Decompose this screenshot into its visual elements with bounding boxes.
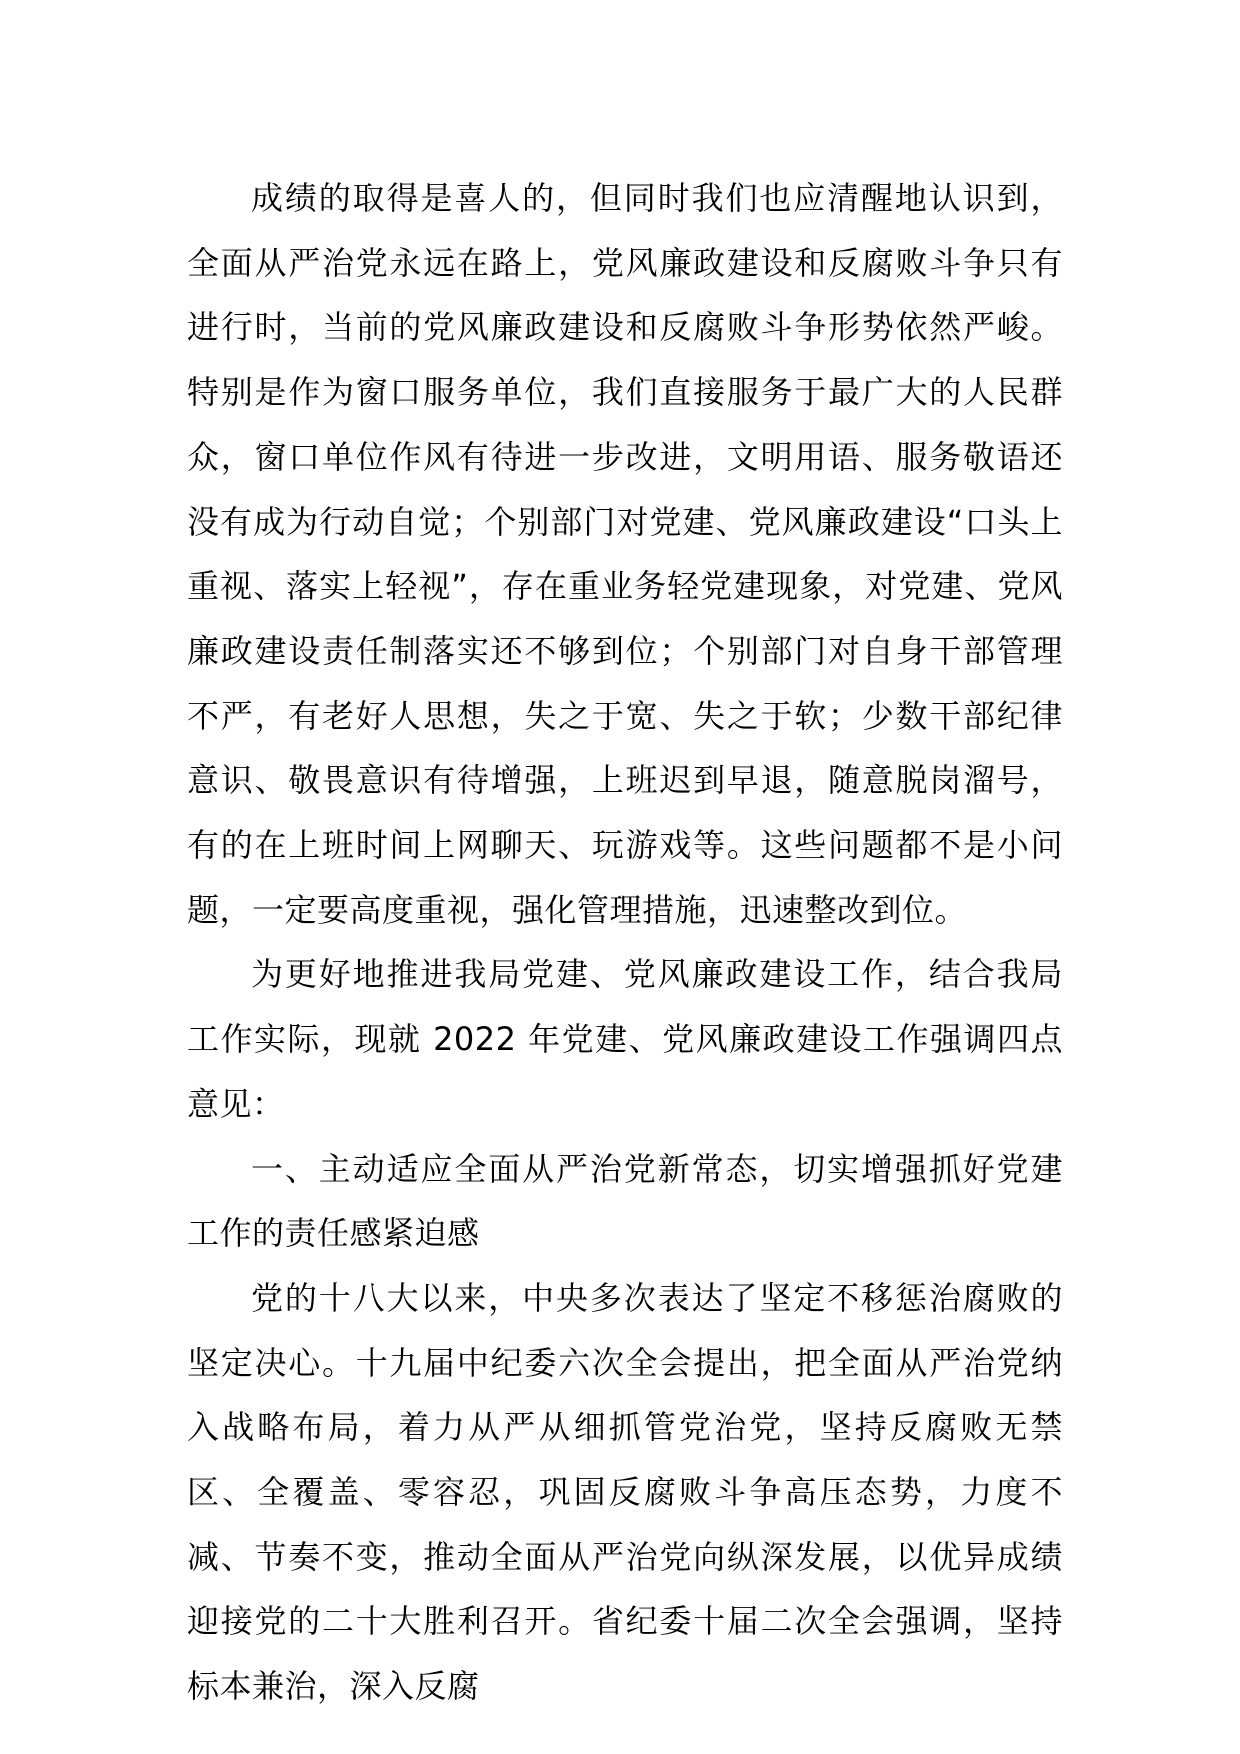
document-body (187, 166, 1063, 1719)
paragraph-central-commitment: 党的十八大以来，中央多次表达了坚定不移惩治腐败的坚定决心。十九届中纪委六次全会提出，把全面从严治党纳入战略布局，着力从严从细抓管党治党，坚持反腐败无禁区、全覆盖、零容忍，巩固反腐败斗争高压态势，力度不减、节奏不变，推动全面从严治党向纵深发展，以优异成绩迎接党的二十大胜利召开。省纪委十届二次全会强调，坚持标本兼治，深入反腐 (187, 1278, 1063, 1706)
section-heading-one: 一、主动适应全面从严治党新常态，切实增强抓好党建工作的责任感紧迫感 (187, 1149, 1063, 1253)
paragraph-intro-four-points: 为更好地推进我局党建、党风廉政建设工作，结合我局工作实际，现就 2022 年党建、党风廉政建设工作强调四点意见： (187, 955, 1063, 1123)
paragraph-current-situation: 成绩的取得是喜人的，但同时我们也应清醒地认识到，全面从严治党永远在路上，党风廉政建设和反腐败斗争只有进行时，当前的党风廉政建设和反腐败斗争形势依然严峻。特别是作为窗口服务单位，我们直接服务于最广大的人民群众，窗口单位作风有待进一步改进，文明用语、服务敬语还没有成为行动自觉；个别部门对党建、党风廉政建设“口头上重视、落实上轻视”，存在重业务轻党建现象，对党建、党风廉政建设责任制落实还不够到位；个别部门对自身干部管理不严，有老好人思想，失之于宽、失之于软；少数干部纪律意识、敬畏意识有待增强，上班迟到早退，随意脱岗溜号，有的在上班时间上网聊天、玩游戏等。这些问题都不是小问题，一定要高度重视，强化管理措施，迅速整改到位。 (187, 179, 1063, 929)
